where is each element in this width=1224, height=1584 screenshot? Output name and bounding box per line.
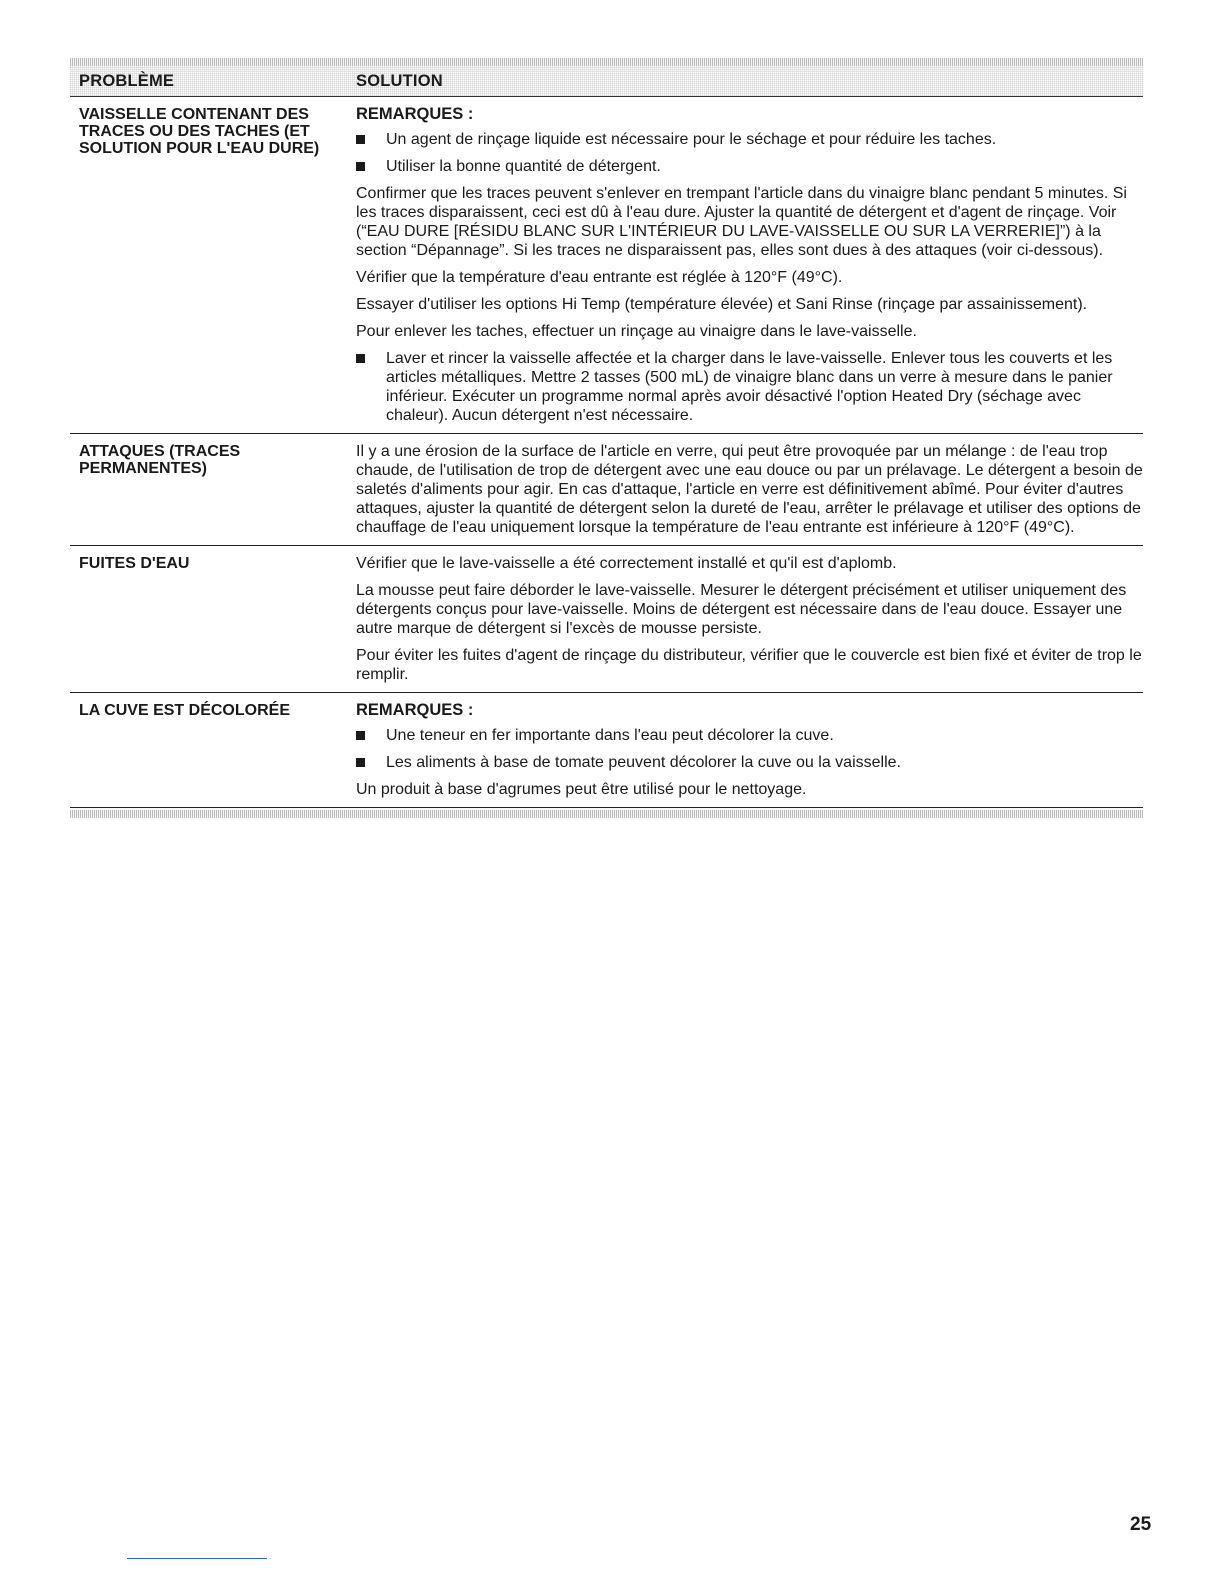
problem-cell: LA CUVE EST DÉCOLORÉE [79,702,290,719]
remarks-label: REMARQUES : [356,105,474,123]
top-texture-band [70,58,1143,66]
table-row [70,434,1143,546]
problem-column-header: PROBLÈME [79,71,175,90]
remarks-label: REMARQUES : [356,701,474,719]
bullet-item: Utiliser la bonne quantité de détergent. [356,157,1143,176]
problem-cell: ATTAQUES (TRACES PERMANENTES) [79,443,241,477]
solution-paragraph: Vérifier que la température d'eau entrante est réglée à 120°F (49°C). [356,269,843,286]
solution-paragraph: Un produit à base d'agrumes peut être utilisé pour le nettoyage. [356,781,807,798]
problem-cell: VAISSELLE CONTENANT DES TRACES OU DES TACHES (ET SOLUTION POUR L'EAU DURE) [79,106,320,157]
solution-cell [356,442,1143,539]
solution-paragraph: Pour enlever les taches, effectuer un rinçage au vinaigre dans le lave-vaisselle. [356,323,917,340]
problem-cell: FUITES D'EAU [79,555,190,572]
table-row [70,97,1143,434]
solution-cell [356,105,1143,427]
footer-divider [127,1558,267,1559]
solution-paragraph: Il y a une érosion de la surface de l'article en verre, qui peut être provoquée par un mélange : de l'eau trop chaude, de l'utilisation de trop de détergent avec une eau douce ou par un prélavage. Le détergent a besoin de saletés d'aliments pour agir. En cas d'attaque, l'article en verre est définitivement abîmé. Pour éviter d'autres attaques, ajuster la quantité de détergent selon la dureté de l'eau, arrêter le prélavage et utiliser des options de chauffage de l'eau uniquement lorsque la température de l'eau entrante est inférieure à 120°F (49°C). [356,443,1143,536]
page-number: 25 [1130,1514,1152,1535]
bullet-item: Un agent de rinçage liquide est nécessaire pour le séchage et pour réduire les taches. [356,130,1143,149]
bullet-square-icon [356,758,365,767]
solution-paragraph: La mousse peut faire déborder le lave-vaisselle. Mesurer le détergent précisément et utiliser uniquement des détergents conçus pour lave-vaisselle. Moins de détergent est nécessaire dans de l'eau douce. Essayer une autre marque de détergent si l'excès de mousse persiste. [356,582,1127,637]
solution-paragraph: Pour éviter les fuites d'agent de rinçage du distributeur, vérifier que le couvercle est bien fixé et éviter de trop le remplir. [356,647,1142,683]
bullet-square-icon [356,354,365,363]
solution-paragraph: Essayer d'utiliser les options Hi Temp (température élevée) et Sani Rinse (rinçage par assainissement). [356,296,1088,313]
bullet-square-icon [356,731,365,740]
bullet-square-icon [356,162,365,171]
table-header [70,66,1143,97]
solution-cell [356,554,1143,686]
table-row [70,693,1143,808]
bottom-texture-band [70,810,1143,818]
solution-cell [356,701,1143,801]
solution-paragraph: Confirmer que les traces peuvent s'enlever en trempant l'article dans du vinaigre blanc pendant 5 minutes. Si les traces disparaissent, ceci est dû à l'eau dure. Ajuster la quantité de détergent et d'agent de rinçage. Voir (“EAU DURE [RÉSIDU BLANC SUR L'INTÉRIEUR DU LAVE-VAISSELLE OU SUR LA VERRERIE]”) à la section “Dépannage”. Si les traces ne disparaissent pas, elles sont dues à des attaques (voir ci-dessous). [356,185,1127,259]
solution-paragraph: Vérifier que le lave-vaisselle a été correctement installé et qu'il est d'aplomb. [356,555,897,572]
table-row [70,546,1143,693]
bullet-item: Une teneur en fer importante dans l'eau peut décolorer la cuve. [356,726,1143,745]
bullet-item: Les aliments à base de tomate peuvent décolorer la cuve ou la vaisselle. [356,753,1143,772]
bullet-item: Laver et rincer la vaisselle affectée et la charger dans le lave-vaisselle. Enlever tous les couverts et les articles métalliques. Mettre 2 tasses (500 mL) de vinaigre blanc dans un verre à mesure dans le panier inférieur. Exécuter un programme normal après avoir désactivé l'option Heated Dry (séchage avec chaleur). Aucun détergent n'est nécessaire. [356,349,1143,425]
troubleshooting-table [70,58,1143,818]
bullet-square-icon [356,135,365,144]
solution-column-header: SOLUTION [356,71,443,90]
